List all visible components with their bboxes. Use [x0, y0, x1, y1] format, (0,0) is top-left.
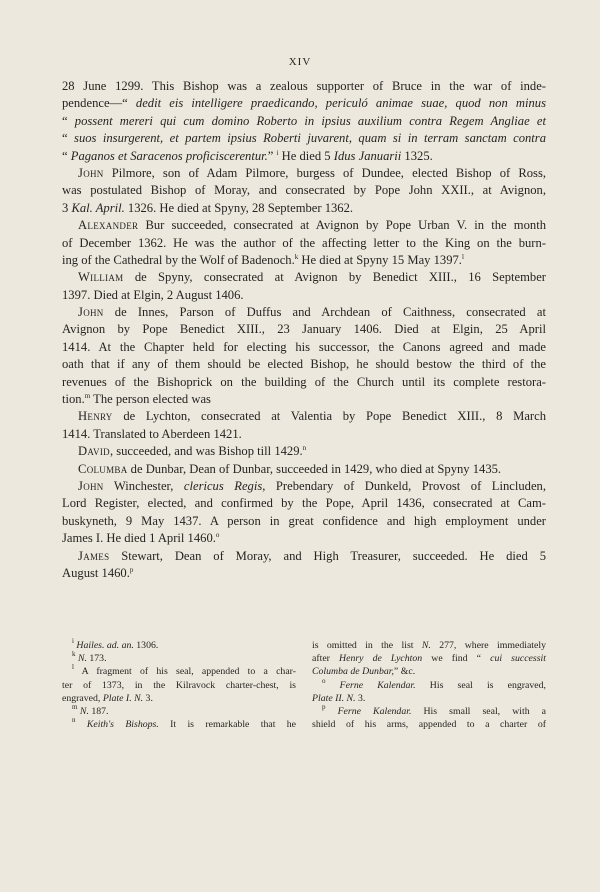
text-run: Avignon by Pope Benedict XIII., 23 January 1406. Died at Elgin, 25 April	[62, 322, 546, 337]
text-line-25	[62, 495, 546, 512]
text-run: It is remarkable that he	[158, 719, 296, 731]
text-run: Pilmore, son of Adam Pilmore, burgess of Dundee, elected Bishop of Ross,	[103, 165, 546, 180]
text-run: 173.	[86, 653, 107, 665]
footnote-marker: p	[322, 702, 326, 711]
footnote-marker: p	[129, 565, 134, 574]
main-text	[62, 78, 546, 582]
text-line-4	[62, 130, 546, 147]
footnote-line-left-4	[62, 679, 296, 692]
text-run: Lord Register, elected, and confirmed by the Pope, April 1436, consecrated at Cam-	[62, 496, 546, 511]
text-run: A fragment of his seal, appended to a char-	[73, 666, 296, 678]
text-line-20	[62, 408, 546, 425]
footnote-marker: n	[72, 716, 76, 725]
footnote-line-right-7	[312, 718, 546, 731]
footnote-line-right-5	[312, 692, 546, 705]
italic-text: Plate II. N.	[312, 692, 356, 704]
text-run: 277, where immediately	[430, 640, 546, 651]
text-run: is omitted in the list	[312, 640, 422, 651]
footnote-line-right-3	[312, 665, 546, 678]
text-run: 1306.	[133, 640, 159, 651]
text-run: revenues of the Bishoprick on the building of the Church until its complete restora-	[62, 374, 546, 389]
text-line-19	[62, 391, 546, 408]
italic-text: Plate I. N.	[102, 692, 144, 704]
text-run: Prebendary of Dunkeld, Provost of Lincluden,	[265, 478, 546, 493]
text-run	[326, 680, 340, 691]
text-run: 1414. At the Chapter held for electing his successor, the Canons agreed and made	[62, 339, 546, 354]
text-run: Bur succeeded, consecrated at Avignon by Pope Urban V. in the month	[138, 218, 546, 233]
name-heading: John	[78, 165, 104, 180]
name-heading: David	[78, 444, 110, 459]
footnote-marker: i	[276, 148, 279, 157]
footnote-marker: l	[461, 252, 464, 261]
text-line-28	[62, 548, 546, 565]
text-run: “	[62, 113, 75, 128]
text-line-17	[62, 356, 546, 373]
footnote-line-left-3	[62, 665, 296, 678]
text-run: buskyneth, 9 May 1437. A person in great confidence and high employment under	[62, 513, 546, 528]
text-line-15	[62, 321, 546, 338]
italic-text: N.	[421, 640, 431, 651]
text-line-27	[62, 530, 546, 547]
text-line-18	[62, 374, 546, 391]
text-line-22	[62, 443, 546, 460]
text-line-14	[62, 304, 546, 321]
italic-text: Idus Januarii	[333, 148, 402, 163]
footnote-line-right-4	[312, 676, 546, 692]
footnote-marker: n	[302, 444, 307, 453]
text-run: de Spyny, consecrated at Avignon by Benedict XIII., 16 September	[123, 270, 546, 285]
footnote-marker: l	[72, 663, 74, 672]
footnote-marker: m	[72, 702, 78, 711]
text-line-10	[62, 235, 546, 252]
footnotes-left-column	[62, 639, 296, 731]
name-heading: Henry	[78, 409, 113, 424]
text-line-16	[62, 339, 546, 356]
text-run: 3.	[143, 692, 153, 704]
text-run	[326, 706, 338, 717]
text-run: ” &c.	[393, 666, 416, 678]
text-run: 3.	[355, 692, 366, 704]
italic-text: suos insurgerent, et partem ipsius Roberti juvarent, quam si in terram sanctam contra	[74, 131, 546, 146]
name-heading: Columba	[78, 461, 128, 476]
footnote-line-left-6	[62, 702, 296, 718]
name-heading: John	[78, 305, 104, 320]
footnote-line-left-5	[62, 692, 296, 705]
text-line-7	[62, 182, 546, 199]
text-run: “	[62, 131, 75, 146]
text-line-5	[62, 148, 546, 165]
text-run: shield of his arms, appended to a charter of	[312, 719, 546, 731]
text-run: we find “	[422, 653, 491, 665]
footnote-line-left-1	[62, 639, 296, 652]
text-run: ”	[267, 148, 277, 163]
text-run: ing of the Cathedral by the Wolf of Badenoch.	[62, 252, 295, 267]
text-run: after	[312, 653, 340, 665]
text-line-9	[62, 217, 546, 234]
text-run: Stewart, Dean of Moray, and High Treasurer, succeeded. He died 5	[109, 548, 546, 563]
page-number: XIV	[288, 56, 312, 68]
italic-text: Kal. April.	[71, 200, 125, 215]
text-run: 1414. Translated to Aberdeen 1421.	[62, 426, 242, 441]
footnote-line-left-2	[62, 652, 296, 665]
text-run: de Innes, Parson of Duffus and Archdean of Caithness, consecrated at	[103, 305, 546, 320]
footnote-marker: o	[215, 531, 220, 540]
text-line-11	[62, 252, 546, 269]
text-run: His small seal, with a	[411, 705, 547, 717]
italic-text: dedit eis intelligere praedicando, periculó animae suae, quod non minus	[135, 96, 546, 111]
text-line-2	[62, 95, 546, 112]
text-line-13	[62, 287, 546, 304]
text-run: pendence—“	[62, 96, 136, 111]
text-run: 187.	[88, 705, 109, 717]
text-line-24	[62, 478, 546, 495]
footnote-marker: k	[72, 650, 76, 659]
italic-text: Ferne Kalendar.	[337, 705, 412, 717]
text-run: 1325.	[401, 148, 433, 163]
text-line-8	[62, 200, 546, 217]
footnote-marker: i	[72, 637, 74, 645]
name-heading: William	[78, 270, 124, 285]
italic-text: Columba de Dunbar,	[312, 666, 394, 678]
italic-text: Henry de Lychton	[339, 653, 423, 665]
text-run: “	[62, 148, 71, 163]
footnote-line-right-6	[312, 702, 547, 718]
italic-text: cui successit	[490, 653, 546, 665]
text-run: engraved,	[62, 692, 103, 704]
footnote-line-right-2	[312, 652, 546, 665]
text-run: 1326. He died at Spyny, 28 September 1362.	[124, 200, 354, 215]
italic-text: Hailes. ad. an.	[76, 640, 134, 651]
text-run: , succeeded, and was Bishop till 1429.	[109, 444, 303, 459]
text-run: August 1460.	[62, 565, 130, 580]
text-run	[76, 719, 87, 730]
text-run: ter of 1373, in the Kilravock charter-chest, is	[62, 679, 296, 691]
name-heading: Alexander	[78, 218, 139, 233]
text-line-12	[62, 269, 546, 286]
text-line-26	[62, 513, 546, 530]
footnote-marker: m	[84, 392, 91, 401]
text-run: 3	[62, 200, 72, 215]
name-heading: James	[78, 548, 110, 563]
text-run: was postulated Bishop of Moray, and consecrated by Pope John XXII., at Avignon,	[62, 183, 546, 198]
footnote-marker: o	[322, 676, 326, 685]
text-line-3	[62, 113, 546, 130]
name-heading: John	[78, 478, 104, 493]
text-run: 1397. Died at Elgin, 2 August 1406.	[62, 287, 244, 302]
text-run: James I. He died 1 April 1460.	[62, 531, 216, 546]
text-run: de Dunbar, Dean of Dunbar, succeeded in 1429, who died at Spyny 1435.	[127, 461, 502, 476]
text-run: of December 1362. He was the author of the affecting letter to the King on the burn-	[62, 235, 546, 250]
italic-text: N.	[77, 653, 87, 665]
italic-text: clericus Regis,	[183, 478, 266, 493]
text-run: de Lychton, consecrated at Valentia by Pope Benedict XIII., 8 March	[112, 409, 546, 424]
text-line-6	[62, 165, 546, 182]
text-run: oath that if any of them should be elected Bishop, he should bestow the third of the	[62, 357, 546, 372]
footnote-line-left-7	[62, 718, 296, 731]
text-line-1	[62, 78, 546, 95]
text-line-21	[62, 426, 546, 443]
italic-text: Ferne Kalendar.	[339, 679, 416, 691]
footnote-marker: k	[294, 252, 299, 261]
text-line-23	[62, 461, 546, 478]
text-run: tion.	[62, 392, 85, 407]
text-run: His seal is engraved,	[415, 679, 546, 691]
text-run: Winchester,	[103, 478, 184, 493]
italic-text: Keith's Bishops.	[86, 719, 159, 731]
italic-text: Paganos et Saracenos proficiscerentur.	[70, 148, 268, 163]
footnote-line-right-1	[312, 639, 546, 652]
text-run: The person elected was	[90, 392, 211, 407]
text-run: He died 5	[278, 148, 334, 163]
text-run: 28 June 1299. This Bishop was a zealous supporter of Bruce in the war of inde-	[62, 79, 546, 93]
italic-text: possent mereri qui cum domino Roberto in ipsius auxilium contra Regem Angliae et	[74, 113, 546, 128]
text-run: He died at Spyny 15 May 1397.	[298, 252, 462, 267]
italic-text: N.	[79, 705, 89, 717]
footnotes-right-column	[312, 639, 546, 731]
text-line-29	[62, 565, 546, 582]
